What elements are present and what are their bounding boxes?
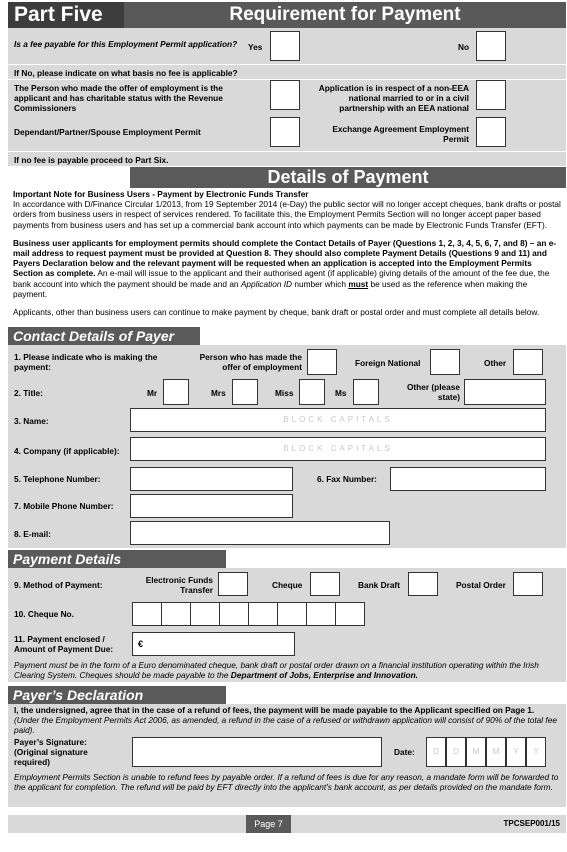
yes-checkbox[interactable] [270,31,300,61]
divider [8,151,566,152]
refund-note: Employment Permits Section is unable to refund fees by payable order. If a refund of fees is due for any reason, a mandate form will be forwarded to the applicant for completion. The refund will be paid by EFT directly into the applicant's bank account, as per details provided on the mandate form. [14,772,559,793]
option-charitable-label: The Person who made the offer of employment is the applicant and has charitable status with the Revenue Commissioners [14,83,223,113]
email-input[interactable] [130,521,390,545]
divider [8,64,566,65]
no-checkbox[interactable] [476,31,506,61]
details-note [13,189,561,317]
cheque-no-cell[interactable] [132,602,162,626]
method-draft-label: Bank Draft [358,580,400,590]
form-code: TPCSEP001/15 [503,819,560,828]
proceed-note: If no fee is payable proceed to Part Six. [14,155,169,165]
option-dependant-label: Dependant/Partner/Spouse Employment Permit [14,127,201,137]
date-cell-month[interactable]: M [486,737,506,767]
signature-label: Payer’s Signature: (Original signature required) [14,737,88,767]
name-input[interactable]: BLOCK CAPITALS [130,408,546,432]
telephone-input[interactable] [130,467,293,491]
q5-label: 5. Telephone Number: [14,474,101,484]
other-applicants-note: Applicants, other than business users can continue to make payment by cheque, bank draft or postal order and must complete all details below. [13,307,540,318]
q4-label: 4. Company (if applicable): [14,446,120,456]
q1-opt-foreign-label: Foreign National [355,358,421,368]
q8-label: 8. E-mail: [14,529,51,539]
title-mr-checkbox[interactable] [163,379,189,405]
q1-label: 1. Please indicate who is making the payment: [14,352,158,372]
title-miss-label: Miss [275,388,294,398]
q7-label: 7. Mobile Phone Number: [14,501,114,511]
declaration-note: (Under the Employment Permits Act 2006, as amended, a refund in the case of a refused or withdrawn application will consist of 90% of the total fee paid). [14,715,557,736]
q1-opt-other-label: Other [484,358,507,368]
option-exchange-label: Exchange Agreement Employment Permit [332,124,469,144]
cheque-no-cell[interactable] [277,602,307,626]
yes-label: Yes [248,42,263,52]
amount-input[interactable] [132,632,295,656]
date-cell-year[interactable]: Y [526,737,546,767]
title-mrs-label: Mrs [211,388,226,398]
option-dependant-checkbox[interactable] [270,117,300,147]
q1-opt-offer-label: Person who has made the offer of employment [199,352,302,372]
q1-opt-other-checkbox[interactable] [513,349,543,375]
fax-input[interactable] [390,467,546,491]
option-charitable-checkbox[interactable] [270,80,300,110]
no-label: No [458,42,470,52]
q3-label: 3. Name: [14,416,49,426]
title-mrs-checkbox[interactable] [232,379,258,405]
title-miss-checkbox[interactable] [299,379,325,405]
date-label: Date: [394,747,415,757]
title-ms-checkbox[interactable] [353,379,379,405]
business-users-paragraph [13,238,561,299]
q11-label: 11. Payment enclosed / Amount of Payment Due: [14,634,114,654]
title-mr-label: Mr [147,388,158,398]
option-eea-spouse-label: Application is in respect of a non-EEA national married to or in a civil partnership with an EEA national [318,83,469,113]
note-title: Important Note for Business Users - Payment by Electronic Funds Transfer [13,189,309,199]
title-other-label: Other (please state) [406,382,460,402]
date-cell-day[interactable]: D [426,737,446,767]
contact-title: Contact Details of Payer [13,328,175,344]
q6-label: 6. Fax Number: [317,474,377,484]
page-number: Page 7 [254,819,283,829]
part-label: Part Five [14,3,103,26]
business-bold: Business user applicants for employment permits should complete the Contact Details of Payer (Questions 1, 2, 3, 4, 5, 6, 7, and 8) – an e-mail address to request payment must be provided at Question 8. They should also complete Payment Details (Questions 9 and 11) and Payers Declaration below and the relevant payment will be requested when an application is accepted into the Employment Permits Section as complete. [13,237,557,279]
cheque-no-cell[interactable] [335,602,365,626]
method-eft-checkbox[interactable] [218,572,248,596]
title-ms-label: Ms [335,388,347,398]
date-cell-month[interactable]: M [466,737,486,767]
business-text: An e-mail will issue to the applicant and their authorised agent (if applicable) giving details of the amount of the fee due, the bank account into which the payment should be made and an [13,268,550,289]
method-postal-checkbox[interactable] [513,572,543,596]
cheque-no-cell[interactable] [306,602,336,626]
method-cheque-checkbox[interactable] [310,572,340,596]
payment-note-text: Payment must be in the form of a Euro denominated cheque, bank draft or postal order drawn on a financial institution operating within the Irish Clearing System. Cheques should be made payable to the [14,660,539,681]
method-draft-checkbox[interactable] [408,572,438,596]
cheque-no-cell[interactable] [161,602,191,626]
section-title: Requirement for Payment [229,4,461,25]
method-eft-label: Electronic Funds Transfer [145,575,213,595]
cheque-no-cell[interactable] [248,602,278,626]
payment-title: Payment Details [13,551,122,567]
q10-label: 10. Cheque No. [14,609,74,619]
business-text: be used as the reference when making the payment. [13,278,528,299]
q2-label: 2. Title: [14,388,43,398]
application-id-text: Application ID [240,278,293,289]
cheque-no-cell[interactable] [190,602,220,626]
declaration-text: I, the undersigned, agree that in the case of a refund of fees, the payment will be made payable to the Applicant specified on Page 1. [14,705,535,715]
date-cell-day[interactable]: D [446,737,466,767]
method-cheque-label: Cheque [272,580,303,590]
cheque-no-cell[interactable] [219,602,249,626]
option-exchange-checkbox[interactable] [476,117,506,147]
details-title: Details of Payment [267,167,429,187]
euro-symbol: € [138,639,144,649]
date-cell-year[interactable]: Y [506,737,526,767]
q9-label: 9. Method of Payment: [14,580,103,590]
mobile-input[interactable] [130,494,293,518]
q1-opt-offer-checkbox[interactable] [307,349,337,375]
fee-question: Is a fee payable for this Employment Permit application? [14,39,238,49]
business-text: number which [292,278,349,289]
must-text: must [348,278,369,289]
signature-input[interactable] [132,737,382,767]
basis-question: If No, please indicate on what basis no fee is applicable? [14,68,238,78]
option-eea-spouse-checkbox[interactable] [476,80,506,110]
company-input[interactable]: BLOCK CAPITALS [130,437,546,461]
declaration-title: Payer’s Declaration [13,687,144,703]
department-name: Department of Jobs, Enterprise and Innovation. [230,670,418,681]
note-body: In accordance with D/Finance Circular 1/2013, from 19 September 2014 (e-Day) the public sector will no longer accept cheques, bank drafts or postal orders from business users in respect of services rendered. To facilitate this, the Employment Permits Section will no longer accept paper based payments from business users and has set up a commercial bank account into which payments can be made by Electronic Funds Transfer (EFT). [13,199,561,230]
title-other-input[interactable] [464,379,546,405]
q1-opt-foreign-checkbox[interactable] [430,349,460,375]
payment-note [14,660,560,680]
method-postal-label: Postal Order [456,580,506,590]
